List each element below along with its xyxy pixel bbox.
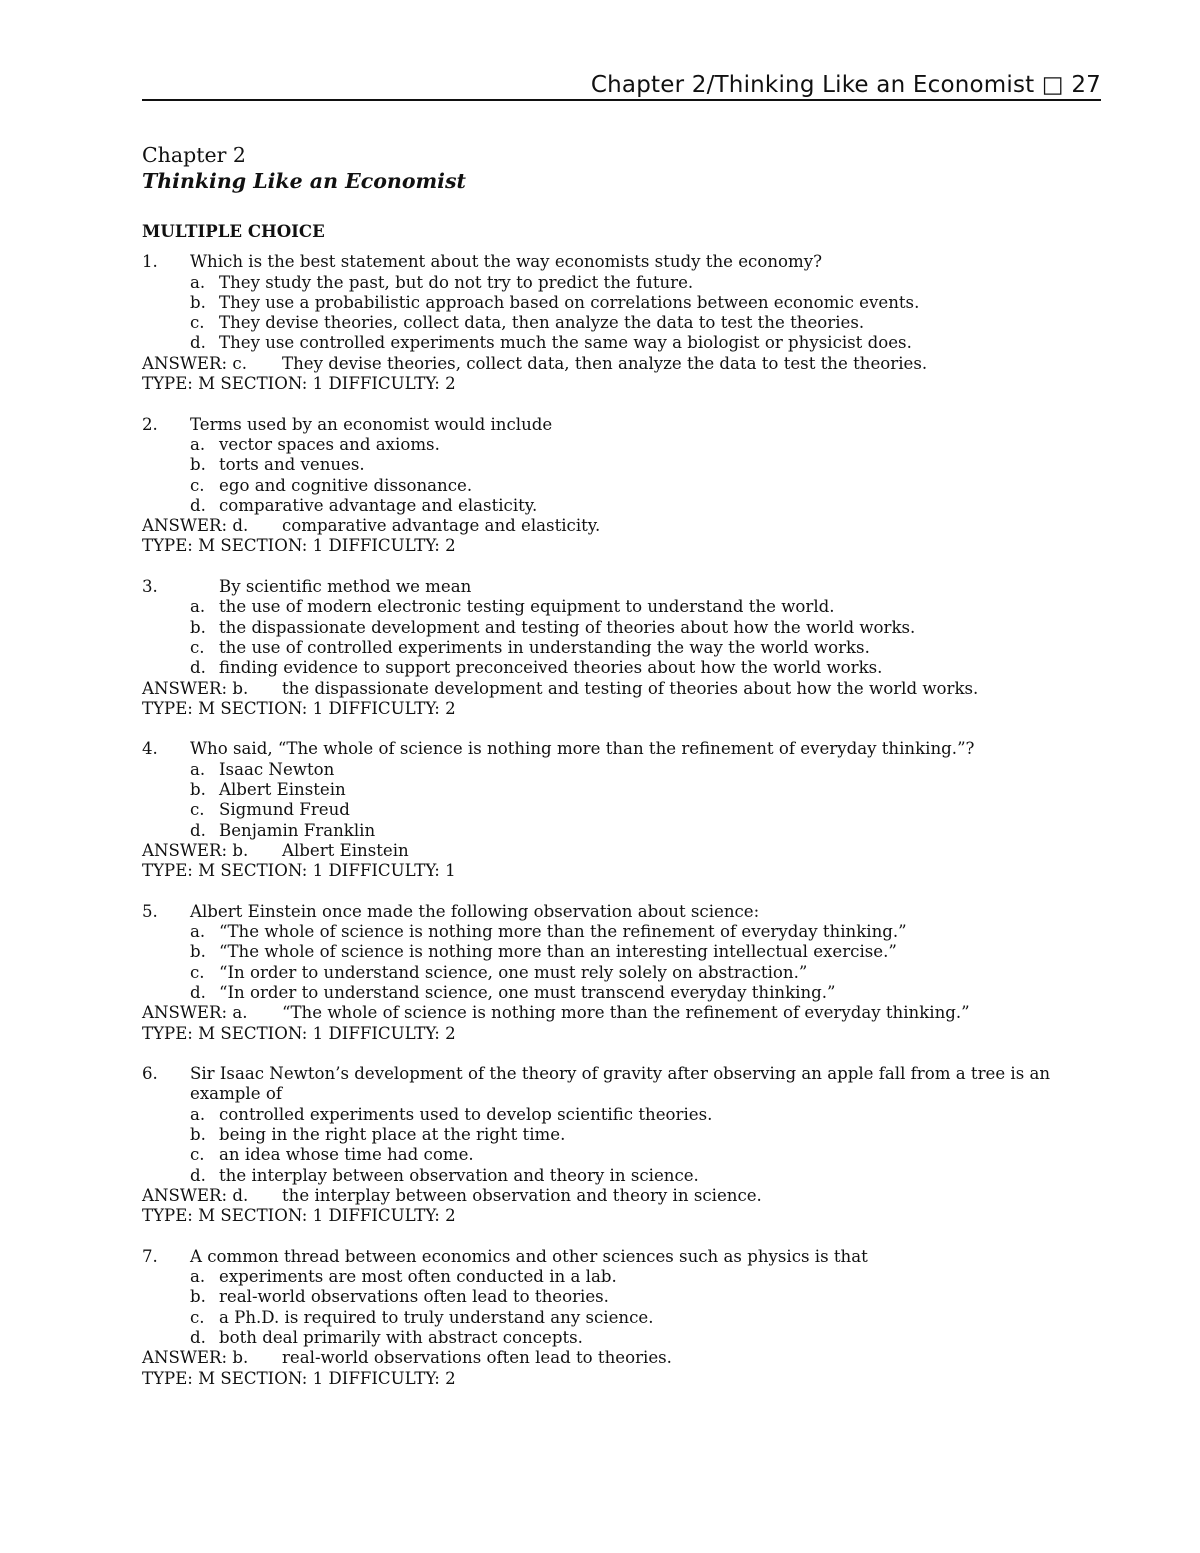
option-text: controlled experiments used to develop scientific theories. [219, 1104, 713, 1124]
option-label: a. [190, 272, 206, 292]
question-number: 2. [142, 414, 158, 434]
option-text: both deal primarily with abstract concepts. [219, 1328, 583, 1348]
option-list [142, 273, 1101, 354]
answer-option [190, 1267, 1101, 1287]
option-text: “In order to understand science, one must rely solely on abstraction.” [219, 962, 808, 982]
answer-option [190, 496, 1101, 516]
option-list [142, 597, 1101, 678]
answer-option [190, 1125, 1101, 1145]
option-label: b. [190, 780, 206, 800]
option-list [142, 435, 1101, 516]
question-stem [142, 1064, 1101, 1105]
option-text: experiments are most often conducted in a lab. [219, 1267, 617, 1287]
answer-option [190, 476, 1101, 496]
question-stem [142, 415, 1101, 435]
option-text: real-world observations often lead to theories. [219, 1287, 609, 1307]
question-stem [142, 739, 1101, 759]
option-list [142, 1105, 1101, 1186]
question-item [142, 252, 1101, 394]
option-text: the dispassionate development and testing of theories about how the world works. [219, 617, 916, 637]
answer-option [190, 1328, 1101, 1348]
option-label: a. [190, 1104, 206, 1124]
question-number: 4. [142, 739, 158, 759]
answer-option [190, 313, 1101, 333]
option-label: c. [190, 475, 205, 495]
option-text: “The whole of science is nothing more than the refinement of everyday thinking.” [219, 922, 907, 942]
answer-line [142, 516, 1101, 536]
option-text: finding evidence to support preconceived theories about how the world works. [219, 658, 883, 678]
option-text: They use a probabilistic approach based on correlations between economic events. [219, 292, 920, 312]
answer-text: “The whole of science is nothing more than the refinement of everyday thinking.” [282, 1003, 970, 1023]
option-label: d. [190, 1165, 206, 1185]
answer-option [190, 942, 1101, 962]
answer-option [190, 922, 1101, 942]
answer-key: ANSWER: d. [142, 1185, 249, 1205]
option-label: a. [190, 922, 206, 942]
answer-text: real-world observations often lead to theories. [282, 1348, 672, 1368]
question-text: Which is the best statement about the way economists study the economy? [190, 252, 823, 272]
answer-option [190, 618, 1101, 638]
answer-option [190, 821, 1101, 841]
answer-option [190, 435, 1101, 455]
option-text: They study the past, but do not try to predict the future. [219, 272, 694, 292]
question-item [142, 1064, 1101, 1226]
answer-line [142, 1003, 1101, 1023]
answer-option [190, 1308, 1101, 1328]
answer-key: ANSWER: b. [142, 840, 249, 860]
answer-key: ANSWER: b. [142, 678, 249, 698]
option-text: torts and venues. [219, 455, 365, 475]
option-text: ego and cognitive dissonance. [219, 475, 473, 495]
option-label: c. [190, 1307, 205, 1327]
answer-text: comparative advantage and elasticity. [282, 516, 601, 536]
option-list [142, 922, 1101, 1003]
answer-option [190, 658, 1101, 678]
option-label: c. [190, 800, 205, 820]
question-number: 3. [142, 577, 158, 597]
answer-option [190, 780, 1101, 800]
option-text: the use of modern electronic testing equipment to understand the world. [219, 597, 835, 617]
answer-option [190, 1105, 1101, 1125]
option-text: the interplay between observation and theory in science. [219, 1165, 699, 1185]
option-text: being in the right place at the right time. [219, 1125, 566, 1145]
question-stem [142, 252, 1101, 272]
option-label: c. [190, 1145, 205, 1165]
option-text: Benjamin Franklin [219, 820, 376, 840]
question-stem [142, 902, 1101, 922]
question-item [142, 577, 1101, 719]
question-item [142, 902, 1101, 1044]
option-text: an idea whose time had come. [219, 1145, 474, 1165]
option-label: a. [190, 1267, 206, 1287]
option-label: b. [190, 1125, 206, 1145]
answer-option [190, 1145, 1101, 1165]
option-label: d. [190, 658, 206, 678]
option-label: d. [190, 820, 206, 840]
option-label: a. [190, 597, 206, 617]
answer-key: ANSWER: c. [142, 353, 247, 373]
option-text: the use of controlled experiments in understanding the way the world works. [219, 637, 870, 657]
question-meta: TYPE: M SECTION: 1 DIFFICULTY: 2 [142, 1368, 456, 1388]
question-number: 6. [142, 1064, 158, 1084]
chapter-title: Thinking Like an Economist [142, 169, 466, 193]
answer-key: ANSWER: d. [142, 516, 249, 536]
answer-option [190, 1166, 1101, 1186]
option-label: d. [190, 982, 206, 1002]
question-meta: TYPE: M SECTION: 1 DIFFICULTY: 2 [142, 698, 456, 718]
answer-option [190, 1287, 1101, 1307]
option-list [142, 760, 1101, 841]
question-number: 5. [142, 901, 158, 921]
answer-text: the interplay between observation and theory in science. [282, 1185, 762, 1205]
answer-option [190, 800, 1101, 820]
option-label: b. [190, 942, 206, 962]
question-meta: TYPE: M SECTION: 1 DIFFICULTY: 2 [142, 536, 456, 556]
running-head: Chapter 2/Thinking Like an Economist □ 27 [590, 72, 1101, 98]
option-label: b. [190, 455, 206, 475]
option-label: a. [190, 434, 206, 454]
option-label: a. [190, 759, 206, 779]
question-stem [142, 1247, 1101, 1267]
option-label: d. [190, 495, 206, 515]
chapter-label: Chapter 2 [142, 143, 246, 167]
option-label: b. [190, 1287, 206, 1307]
option-label: b. [190, 292, 206, 312]
option-label: b. [190, 617, 206, 637]
answer-option [190, 638, 1101, 658]
option-text: “The whole of science is nothing more than an interesting intellectual exercise.” [219, 942, 897, 962]
option-text: “In order to understand science, one must transcend everyday thinking.” [219, 982, 836, 1002]
section-heading: MULTIPLE CHOICE [142, 221, 325, 241]
option-text: a Ph.D. is required to truly understand any science. [219, 1307, 654, 1327]
option-label: c. [190, 962, 205, 982]
option-text: vector spaces and axioms. [219, 434, 440, 454]
question-text: Albert Einstein once made the following observation about science: [190, 901, 760, 921]
header-rule [142, 99, 1101, 101]
answer-option [190, 983, 1101, 1003]
question-item [142, 1247, 1101, 1389]
answer-option [190, 333, 1101, 353]
answer-line [142, 1186, 1101, 1206]
option-text: comparative advantage and elasticity. [219, 495, 538, 515]
option-label: c. [190, 313, 205, 333]
option-label: d. [190, 333, 206, 353]
question-number: 7. [142, 1246, 158, 1266]
answer-option [190, 760, 1101, 780]
option-list [142, 1267, 1101, 1348]
question-meta: TYPE: M SECTION: 1 DIFFICULTY: 2 [142, 374, 456, 394]
question-meta: TYPE: M SECTION: 1 DIFFICULTY: 1 [142, 861, 456, 881]
answer-option [190, 273, 1101, 293]
answer-text: Albert Einstein [282, 840, 409, 860]
answer-text: the dispassionate development and testing of theories about how the world works. [282, 678, 979, 698]
answer-option [190, 293, 1101, 313]
question-item [142, 739, 1101, 881]
page-content [142, 138, 1101, 1409]
option-text: They use controlled experiments much the same way a biologist or physicist does. [219, 333, 912, 353]
option-text: They devise theories, collect data, then analyze the data to test the theories. [219, 313, 865, 333]
answer-option [190, 597, 1101, 617]
question-list [142, 252, 1101, 1389]
answer-key: ANSWER: b. [142, 1348, 249, 1368]
answer-option [190, 963, 1101, 983]
option-label: c. [190, 637, 205, 657]
question-text: Terms used by an economist would include [190, 414, 553, 434]
question-meta: TYPE: M SECTION: 1 DIFFICULTY: 2 [142, 1206, 456, 1226]
answer-key: ANSWER: a. [142, 1003, 248, 1023]
question-number: 1. [142, 252, 158, 272]
option-label: d. [190, 1328, 206, 1348]
option-text: Albert Einstein [219, 780, 346, 800]
option-text: Sigmund Freud [219, 800, 350, 820]
question-item [142, 415, 1101, 557]
answer-line [142, 354, 1101, 374]
question-text: By scientific method we mean [219, 577, 472, 597]
answer-option [190, 455, 1101, 475]
answer-line [142, 841, 1101, 861]
answer-line [142, 679, 1101, 699]
question-text: Sir Isaac Newton’s development of the theory of gravity after observing an apple fall from a tree is an example of [190, 1064, 1051, 1104]
answer-line [142, 1348, 1101, 1368]
question-text: Who said, “The whole of science is nothing more than the refinement of everyday thinking.”? [190, 739, 975, 759]
question-stem [142, 577, 1101, 597]
question-meta: TYPE: M SECTION: 1 DIFFICULTY: 2 [142, 1023, 456, 1043]
answer-text: They devise theories, collect data, then analyze the data to test the theories. [282, 353, 928, 373]
question-text: A common thread between economics and other sciences such as physics is that [190, 1246, 868, 1266]
option-text: Isaac Newton [219, 759, 335, 779]
